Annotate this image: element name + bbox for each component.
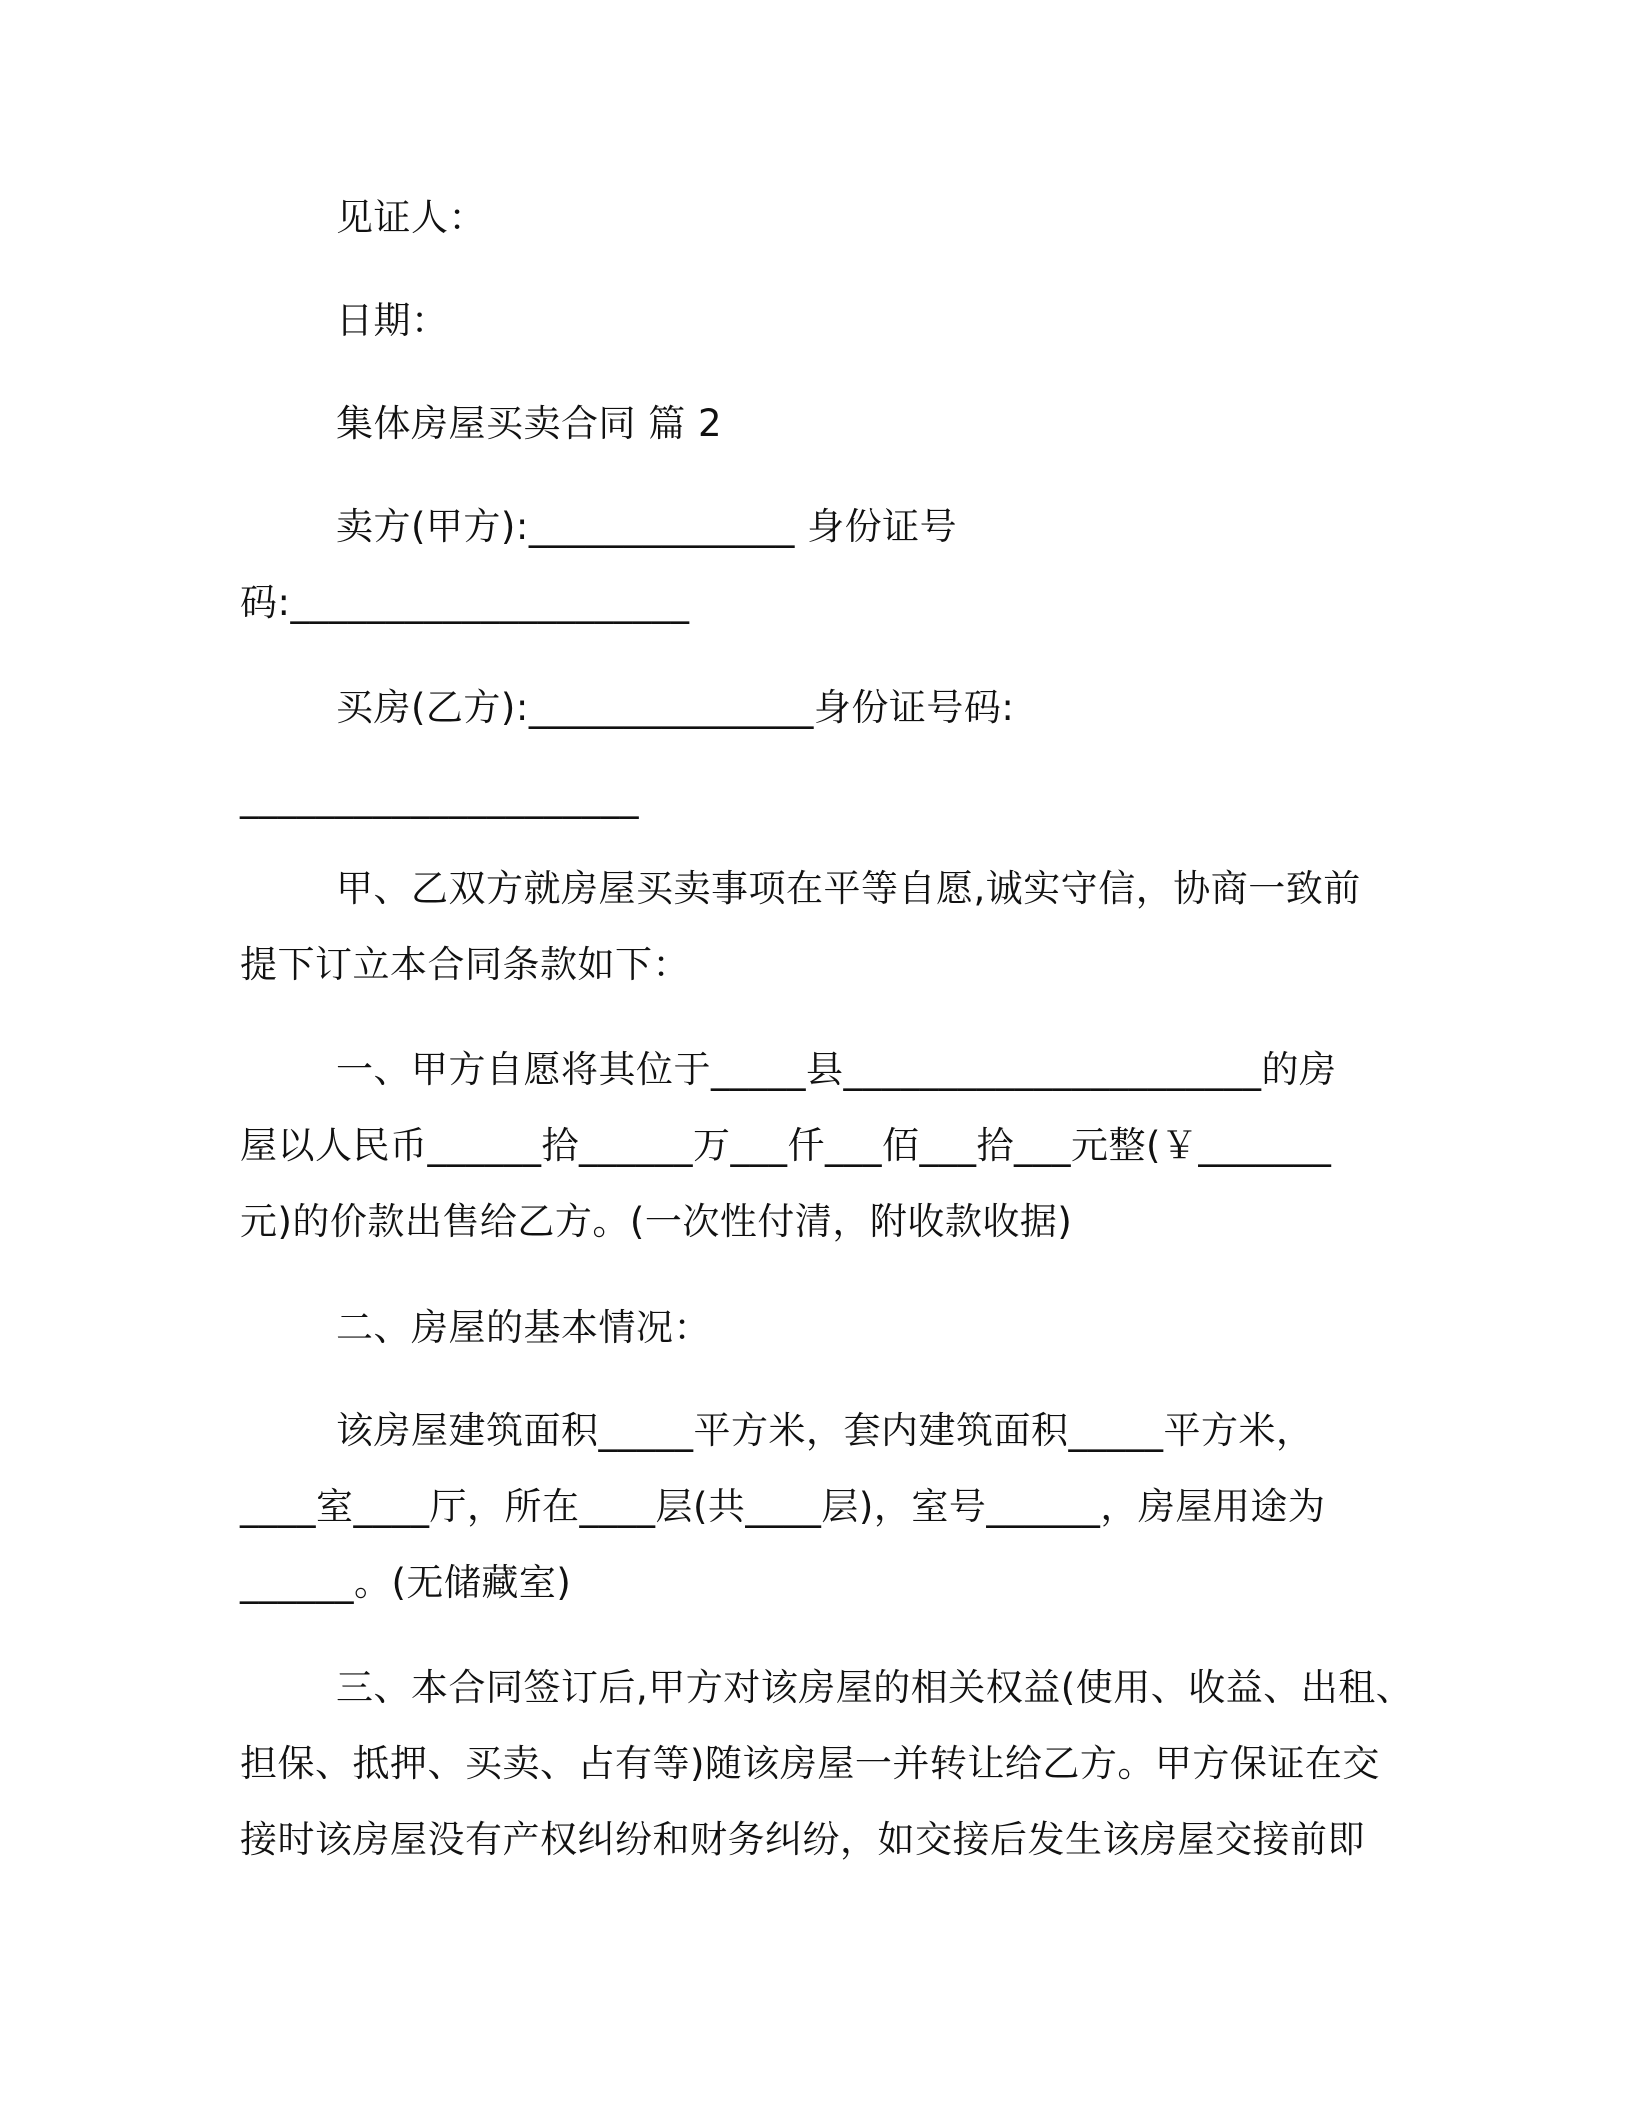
date-line: 日期：: [336, 299, 449, 342]
clause-1-line-2: 屋以人民币______拾______万___仟___佰___拾___元整(￥_______: [240, 1124, 1332, 1167]
seller-id-line: 码:_____________________: [240, 581, 690, 624]
clause-2-line-3: ______。(无储藏室): [240, 1561, 572, 1604]
clause-2-line-1: 该房屋建筑面积_____平方米，套内建筑面积_____平方米，: [336, 1409, 1314, 1452]
contract-title: 集体房屋买卖合同 篇 2: [336, 402, 723, 445]
clause-2-heading: 二、房屋的基本情况：: [336, 1306, 711, 1349]
preamble-line-2: 提下订立本合同条款如下：: [240, 943, 690, 986]
clause-3-line-3: 接时该房屋没有产权纠纷和财务纠纷，如交接后发生该房屋交接前即: [240, 1818, 1365, 1861]
preamble-line-1: 甲、乙双方就房屋买卖事项在平等自愿,诚实守信，协商一致前: [336, 867, 1361, 910]
clause-1-line-3: 元)的价款出售给乙方。(一次性付清，附收款收据): [240, 1200, 1073, 1243]
buyer-line: 买房(乙方):_______________身份证号码:: [336, 686, 1015, 729]
seller-line: 卖方(甲方):______________ 身份证号: [336, 505, 958, 548]
clause-3-line-2: 担保、抵押、买卖、占有等)随该房屋一并转让给乙方。甲方保证在交: [240, 1742, 1380, 1785]
clause-3-line-1: 三、本合同签订后,甲方对该房屋的相关权益(使用、收益、出租、: [336, 1666, 1414, 1709]
buyer-id-blank-line: _____________________: [240, 776, 639, 819]
clause-2-line-2: ____室____厅，所在____层(共____层)，室号______，房屋用途为: [240, 1485, 1326, 1528]
clause-1-line-1: 一、甲方自愿将其位于_____县______________________的房: [336, 1048, 1337, 1091]
witness-line: 见证人：: [336, 196, 486, 239]
